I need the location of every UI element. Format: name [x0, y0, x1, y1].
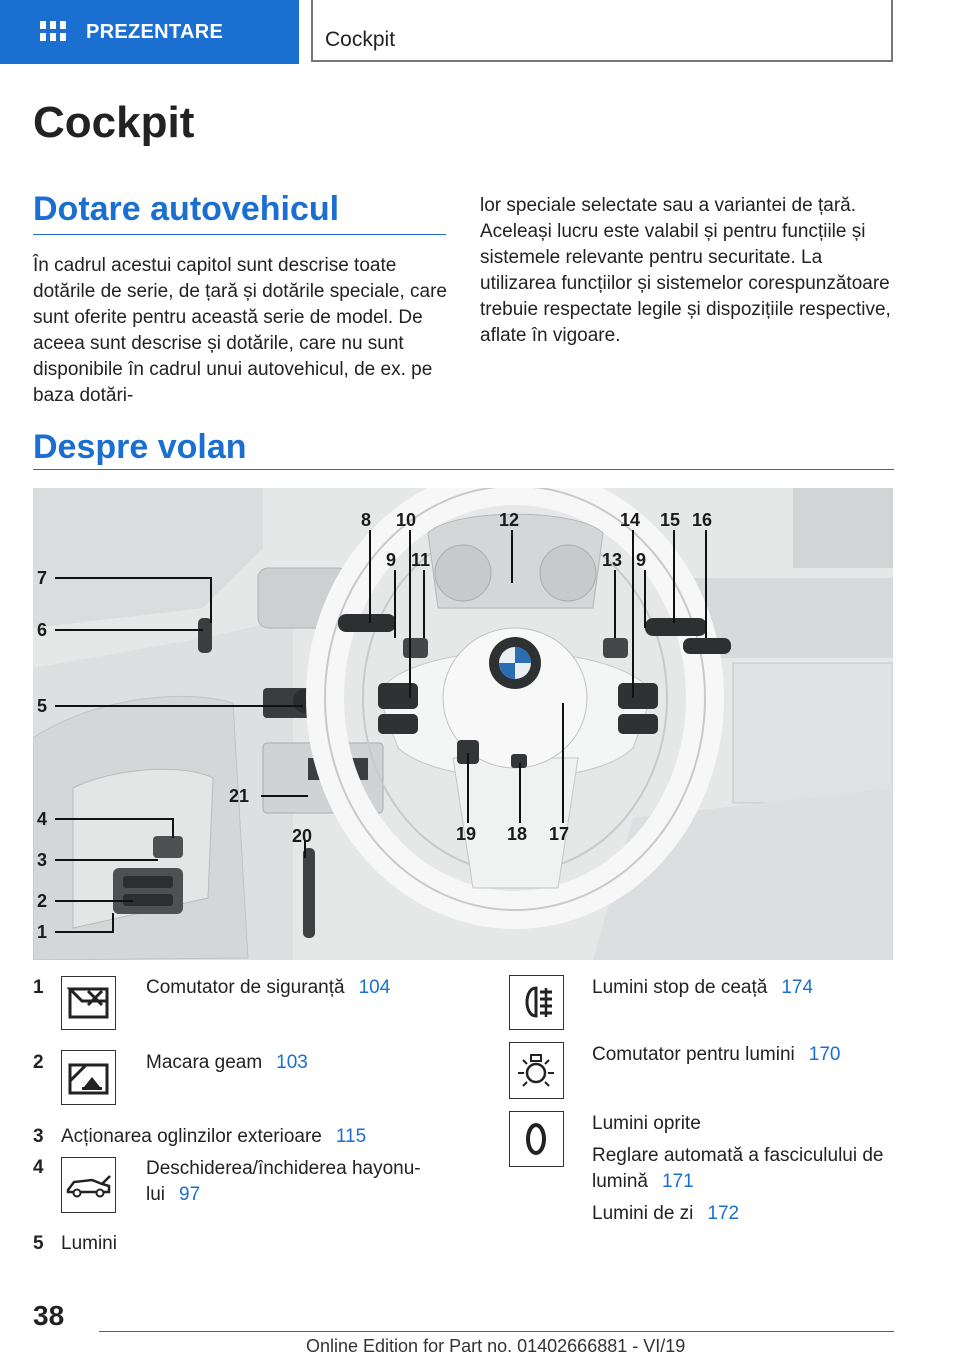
callout-8: 8 [361, 510, 372, 530]
section-divider [33, 469, 894, 470]
page-number: 38 [33, 1300, 65, 1331]
callout-2: 2 [37, 891, 48, 911]
legend-text: Deschiderea/închiderea hayonu- [146, 1158, 421, 1179]
callout-9b: 9 [636, 550, 647, 570]
section-title: Despre volan [33, 428, 247, 466]
callout-13: 13 [602, 550, 623, 570]
legend-text: Lumini [61, 1233, 117, 1254]
callout-20: 20 [292, 826, 313, 846]
section-title: Dotare autovehicul [33, 190, 340, 228]
page-reference-link[interactable]: 104 [358, 977, 391, 998]
callout-4: 4 [37, 809, 48, 829]
page-reference-link[interactable]: 97 [179, 1184, 201, 1205]
legend-number: 2 [33, 1052, 44, 1073]
callout-21: 21 [229, 786, 250, 806]
callout-16: 16 [692, 510, 713, 530]
callout-15: 15 [660, 510, 681, 530]
tailgate-icon [61, 1157, 116, 1213]
footer-edition-text: Online Edition for Part no. 01402666881 - VI/19 [306, 1336, 686, 1356]
topic-box [311, 0, 893, 62]
legend-number: 3 [33, 1126, 44, 1147]
page-reference-link[interactable]: 174 [781, 977, 814, 998]
window-safety-switch-icon [61, 976, 116, 1030]
section-tab[interactable] [0, 0, 299, 64]
legend-text: Acționarea oglinzilor exterioare [61, 1126, 322, 1147]
legend-text: Lumini stop de ceață [592, 977, 768, 998]
grid-menu-icon [40, 21, 66, 43]
section-label: PREZENTARE [86, 20, 224, 43]
rear-fog-light-icon [509, 975, 564, 1030]
callout-17: 17 [549, 824, 570, 844]
callout-14: 14 [620, 510, 641, 530]
callout-18: 18 [507, 824, 528, 844]
steering-wheel-illustration [33, 488, 893, 960]
legend-text: Macara geam [146, 1052, 263, 1073]
legend-text: Lumini de zi [592, 1203, 694, 1224]
page-reference-link[interactable]: 115 [335, 1126, 367, 1147]
callout-9: 9 [386, 550, 397, 570]
page-reference-link[interactable]: 171 [661, 1171, 694, 1192]
footer-divider [99, 1331, 894, 1332]
page-reference-link[interactable]: 172 [707, 1203, 740, 1224]
callout-12: 12 [499, 510, 520, 530]
callout-10: 10 [396, 510, 417, 530]
page-reference-link[interactable]: 103 [276, 1052, 308, 1073]
topic-title: Cockpit [325, 28, 396, 51]
callout-1: 1 [37, 922, 48, 942]
callout-7: 7 [37, 568, 48, 588]
lights-off-icon [509, 1111, 564, 1167]
legend-number: 4 [33, 1157, 44, 1178]
callout-5: 5 [37, 696, 48, 716]
body-paragraph: lor speciale selectate sau a variantei de țară. Aceleași lucru este valabil și pentru funcțiile și sistemele relevante pentru securitate. La utilizarea funcțiilor și sistemelor corespunzătoare trebuie respectate legile și dispozițiile respective, aflate în vigoare. [480, 195, 891, 346]
light-switch-icon [509, 1042, 564, 1099]
page-title: Cockpit [33, 98, 195, 147]
legend-text: lumină [592, 1171, 648, 1192]
page-reference-link[interactable]: 170 [808, 1044, 841, 1065]
body-paragraph: În cadrul acestui capitol sunt descrise toate dotările de serie, de țară și dotările speciale, care sunt oferite pentru această serie de model. De aceea sunt descrise și dotările, care nu sunt disponibile în cadrul unui autovehicul, de ex. pe baza dotări- [33, 255, 448, 406]
legend-text: lui [146, 1184, 166, 1205]
section-divider [33, 234, 446, 235]
legend-text: Comutator pentru lumini [592, 1044, 795, 1065]
callout-6: 6 [37, 620, 48, 640]
callout-19: 19 [456, 824, 477, 844]
legend-number: 1 [33, 977, 44, 998]
power-window-icon [61, 1050, 116, 1105]
legend-number: 5 [33, 1233, 44, 1254]
callout-11: 11 [411, 550, 431, 570]
callout-3: 3 [37, 850, 48, 870]
legend-text: Lumini oprite [592, 1113, 701, 1134]
legend-text: Reglare automată a fasciculului de [592, 1145, 884, 1166]
legend-text: Comutator de siguranță [146, 977, 345, 998]
cockpit-drawing [33, 488, 893, 960]
